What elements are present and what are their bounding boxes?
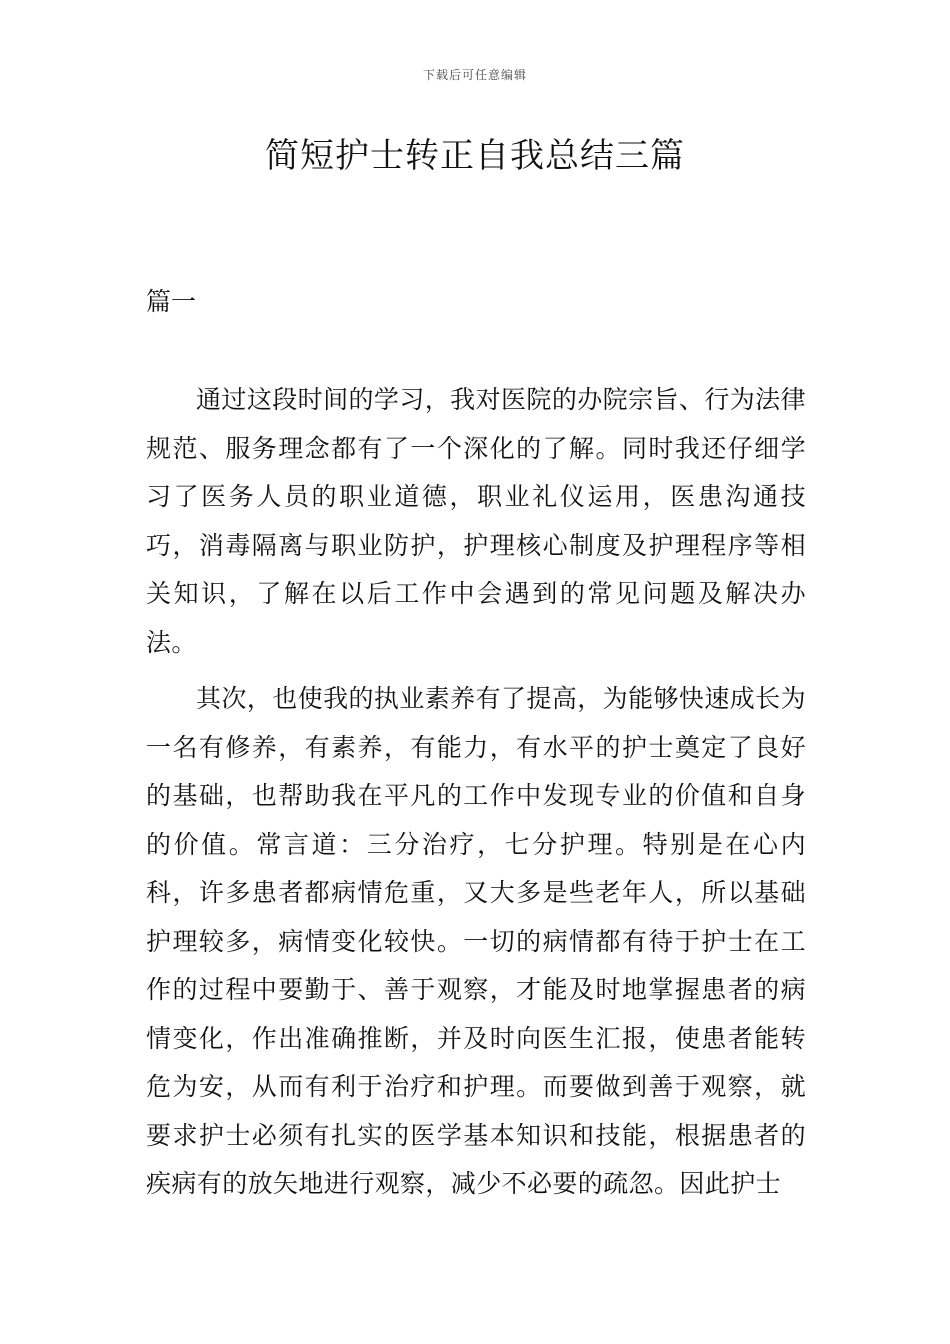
document-title: 简短护士转正自我总结三篇 [265, 136, 685, 176]
header-note: 下载后可任意编辑 [422, 68, 527, 82]
section-heading: 篇一 [146, 287, 197, 316]
body-paragraph-1: 通过这段时间的学习，我对医院的办院宗旨、行为法律规范、服务理念都有了一个深化的了解。同时我还仔细学习了医务人员的职业道德，职业礼仪运用，医患沟通技巧，消毒隔离与职业防护，护理核心制度及护理程序等相关知识，了解在以后工作中会遇到的常见问题及解决办法。 [146, 385, 806, 657]
body-paragraph-2: 其次，也使我的执业素养有了提高，为能够快速成长为一名有修养，有素养，有能力，有水平的护士奠定了良好的基础，也帮助我在平凡的工作中发现专业的价值和自身的价值。常言道：三分治疗，七分护理。特别是在心内科，许多患者都病情危重，又大多是些老年人，所以基础护理较多，病情变化较快。一切的病情都有待于护士在工作的过程中要勤于、善于观察，才能及时地掌握患者的病情变化，作出准确推断，并及时向医生汇报，使患者能转危为安，从而有利于治疗和护理。而要做到善于观察，就要求护士必须有扎实的医学基本知识和技能，根据患者的疾病有的放矢地进行观察，减少不必要的疏忽。因此护士 [146, 684, 806, 1198]
